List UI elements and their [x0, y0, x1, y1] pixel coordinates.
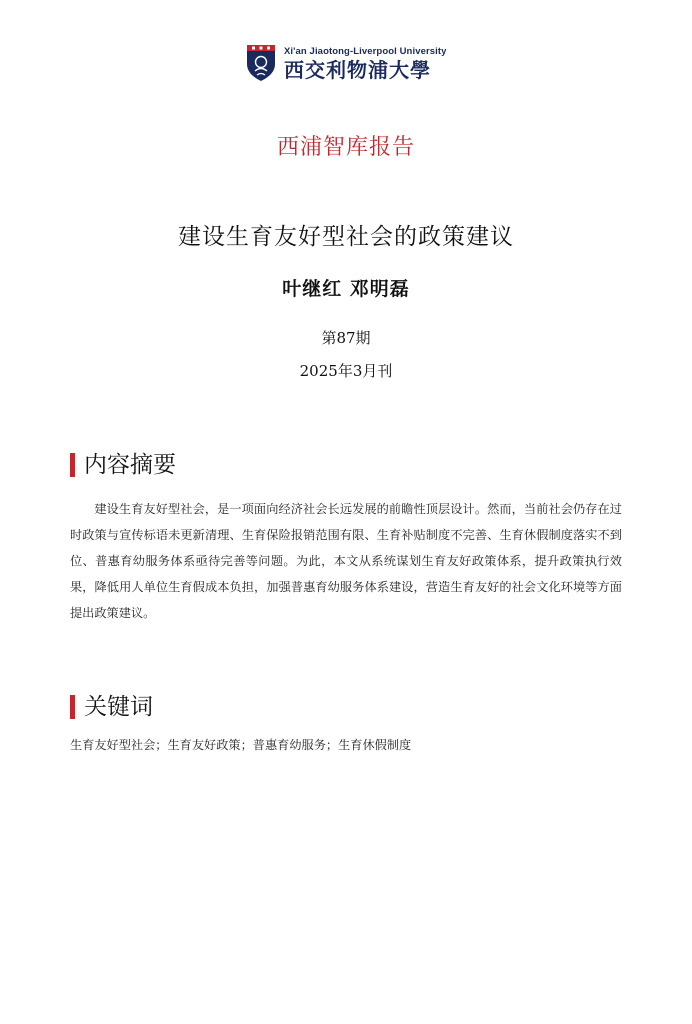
university-name-chinese: 西交利物浦大學 [284, 58, 431, 82]
abstract-heading-label: 内容摘要 [84, 452, 176, 478]
report-publication-date: 2025年3月刊 [299, 362, 393, 380]
section-marker-bar [70, 453, 75, 477]
keywords-text: 生育友好型社会；生育友好政策；普惠育幼服务；生育休假制度 [70, 738, 412, 752]
university-shield-icon [246, 44, 276, 82]
report-issue-number: 第87期 [321, 329, 371, 347]
university-logo [246, 44, 456, 84]
abstract-text: 建设生育友好型社会，是一项面向经济社会长远发展的前瞻性顶层设计。然而，当前社会仍存在过时政策与宣传标语未更新清理、生育保险报销范围有限、生育补贴制度不完善、生育休假制度落实不到位、普惠育幼服务体系亟待完善等问题。为此，本文从系统谋划生育友好政策体系，提升政策执行效果，降低用人单位生育假成本负担，加强普惠育幼服务体系建设，营造生育友好的社会文化环境等方面提出政策建议。 [70, 502, 622, 620]
report-authors: 叶继红 邓明磊 [282, 278, 410, 300]
keywords-heading-label: 关键词 [84, 694, 153, 720]
university-name-english: Xi'an Jiaotong-Liverpool University [284, 46, 447, 57]
report-title: 建设生育友好型社会的政策建议 [178, 224, 514, 250]
report-series-title: 西浦智库报告 [276, 135, 415, 160]
section-marker-bar [70, 695, 75, 719]
